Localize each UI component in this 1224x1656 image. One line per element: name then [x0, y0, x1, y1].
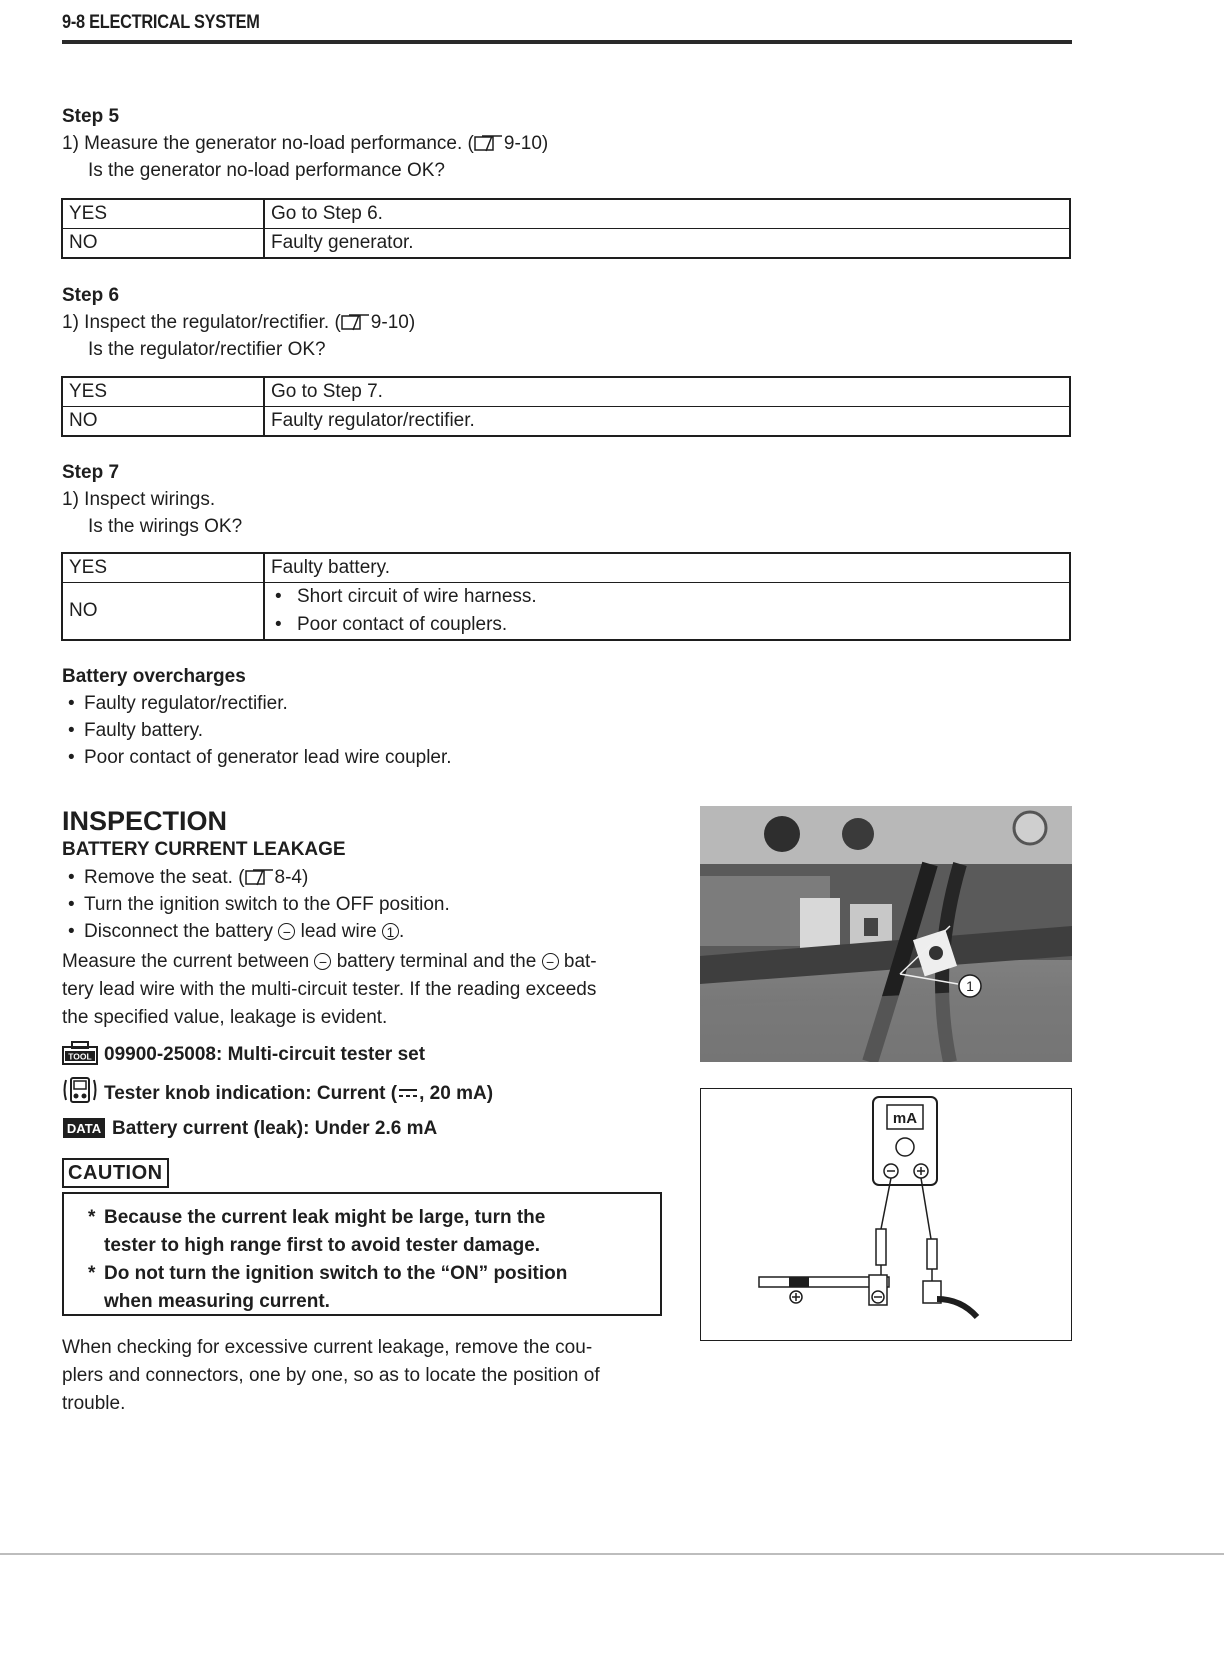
list-item: • Faulty battery.: [62, 717, 452, 744]
caution-line: tester to high range first to avoid tester damage.: [104, 1235, 541, 1256]
inspection-title: INSPECTION: [62, 806, 228, 836]
no-label: NO: [62, 229, 264, 259]
step-5-ref: 9-10): [503, 133, 549, 154]
list-item: • Poor contact of generator lead wire coupler.: [62, 744, 452, 771]
caution-line: * Do not turn the ignition switch to the “ON” position: [104, 1263, 568, 1284]
minus-terminal-icon: −: [314, 953, 331, 970]
list-item: [62, 918, 450, 945]
table-row: [62, 553, 1070, 583]
step-5-title: Step 5: [62, 106, 120, 127]
meter-unit-label: mA: [892, 1110, 918, 1127]
yes-label: YES: [62, 553, 264, 583]
no-action: Faulty generator.: [264, 229, 1070, 259]
para-text: Measure the current between: [62, 951, 315, 972]
yes-action: Go to Step 6.: [264, 199, 1070, 229]
minus-terminal-icon: −: [278, 923, 295, 940]
caution-label: CAUTION: [62, 1158, 169, 1188]
tool-text: 09900-25008: Multi-circuit tester set: [104, 1044, 426, 1065]
spec-text: Battery current (leak): Under 2.6 mA: [112, 1118, 438, 1139]
step-7-question: Is the wirings OK?: [88, 516, 243, 537]
data-icon: [62, 1117, 106, 1149]
list-item: • Faulty regulator/rectifier.: [62, 690, 452, 717]
page-ref-icon: [341, 309, 371, 336]
step-6-title: Step 6: [62, 285, 120, 306]
yes-label: YES: [62, 199, 264, 229]
inspection-subtitle: BATTERY CURRENT LEAKAGE: [62, 839, 346, 860]
para-text: battery terminal and the: [331, 951, 542, 972]
step-7-table: [61, 552, 1071, 641]
list-item: • Turn the ignition switch to the OFF position.: [62, 891, 450, 918]
table-row: [62, 407, 1070, 437]
table-row: [62, 583, 1070, 641]
minus-terminal-icon: −: [542, 953, 559, 970]
photo-callout-1: 1: [966, 978, 974, 994]
step-7-instruction: 1) Inspect wirings.: [62, 489, 216, 510]
data-icon-label: DATA: [66, 1121, 102, 1136]
step-5: [62, 104, 1072, 184]
battery-terminal-photo: [700, 806, 1072, 1062]
yes-label: YES: [62, 377, 264, 407]
list-item: [62, 864, 450, 891]
caution-line: * Because the current leak might be large, turn the: [104, 1207, 546, 1228]
page-ref-icon: [474, 130, 504, 157]
measure-paragraph: [62, 948, 670, 1032]
step-6-ref: 9-10): [370, 312, 416, 333]
step-7-title: Step 7: [62, 462, 120, 483]
bottom-rule: [0, 1553, 1224, 1555]
step-5-instruction-text: 1) Measure the generator no-load performance. (: [62, 133, 474, 154]
no-label: NO: [62, 583, 264, 641]
table-row: [62, 377, 1070, 407]
table-row: [62, 199, 1070, 229]
paragraph-line: When checking for excessive current leakage, remove the cou-: [62, 1337, 593, 1358]
step-5-table: [61, 198, 1071, 259]
no-label: NO: [62, 407, 264, 437]
no-actions: [264, 583, 1070, 641]
caution-line: when measuring current.: [104, 1291, 330, 1312]
knob-spec: [62, 1076, 493, 1106]
bullet-1-text: Remove the seat. (: [84, 867, 245, 888]
tester-connection-diagram: [700, 1088, 1072, 1341]
caution-item: [88, 1204, 650, 1260]
step-5-question: Is the generator no-load performance OK?: [88, 160, 445, 181]
data-spec: [62, 1114, 437, 1144]
header-rule: [62, 40, 1072, 44]
knob-text-end: , 20 mA): [419, 1083, 494, 1104]
step-6: [62, 283, 1072, 363]
paragraph-line: [62, 948, 670, 976]
page-header-title: 9-8 ELECTRICAL SYSTEM: [62, 12, 260, 33]
step-5-instruction: [62, 130, 1072, 157]
tool-icon: [62, 1041, 98, 1075]
list-item: • Short circuit of wire harness.: [271, 583, 1063, 611]
step-6-question: Is the regulator/rectifier OK?: [88, 339, 326, 360]
paragraph-line: trouble.: [62, 1393, 126, 1414]
paragraph-line: the specified value, leakage is evident.: [62, 1007, 388, 1028]
list-item: • Poor contact of couplers.: [271, 611, 1063, 639]
tool-spec: [62, 1040, 425, 1070]
no-action: Faulty regulator/rectifier.: [264, 407, 1070, 437]
paragraph-line: plers and connectors, one by one, so as to locate the position of: [62, 1365, 600, 1386]
caution-item: [88, 1260, 650, 1316]
step-6-instruction: [62, 309, 1072, 336]
yes-action: Faulty battery.: [264, 553, 1070, 583]
battery-overcharges: [62, 663, 452, 771]
bullet-3-text-end: .: [398, 921, 405, 942]
step-7: [62, 460, 1072, 540]
paragraph-line: tery lead wire with the multi-circuit tester. If the reading exceeds: [62, 979, 597, 1000]
page-ref-icon: [245, 864, 275, 891]
page-header: [62, 12, 1072, 34]
tester-knob-icon: [62, 1076, 98, 1114]
step-6-table: [61, 376, 1071, 437]
bullet-1-ref: 8-4): [274, 867, 309, 888]
bullet-3-text: Disconnect the battery: [84, 921, 279, 942]
para-text: bat-: [558, 951, 597, 972]
overcharge-list: [62, 690, 452, 771]
inspection-steps: [62, 864, 450, 945]
caution-box: [62, 1192, 662, 1316]
step-6-instruction-text: 1) Inspect the regulator/rectifier. (: [62, 312, 341, 333]
table-row: [62, 229, 1070, 259]
tool-icon-label: TOOL: [68, 1051, 92, 1062]
leakage-paragraph: [62, 1334, 670, 1418]
dc-symbol-icon: [397, 1083, 419, 1104]
bullet-3-text-mid: lead wire: [295, 921, 382, 942]
yes-action: Go to Step 7.: [264, 377, 1070, 407]
overcharge-title: Battery overcharges: [62, 666, 246, 687]
callout-1-icon: 1: [382, 923, 399, 940]
knob-text: Tester knob indication: Current (: [104, 1083, 398, 1104]
